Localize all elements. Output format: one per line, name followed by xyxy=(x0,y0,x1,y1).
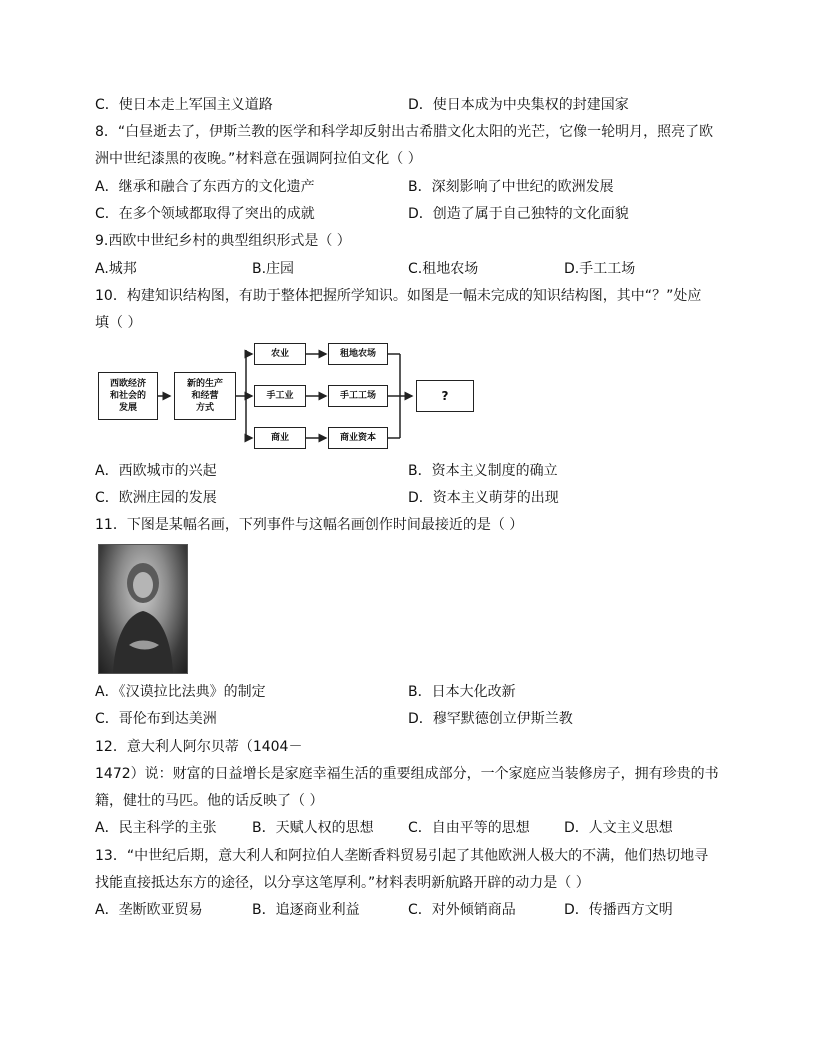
painting-figure xyxy=(99,545,187,673)
q8-stem-line2: 洲中世纪漆黑的夜晚。”材料意在强调阿拉伯文化（ ） xyxy=(95,151,422,167)
q12-option-d: D．人文主义思想 xyxy=(564,820,673,836)
q12-option-a: A．民主科学的主张 xyxy=(95,820,217,836)
q10-stem-line1: 10．构建知识结构图，有助于整体把握所学知识。如图是一幅未完成的知识结构图，其中“？”处应 xyxy=(95,288,702,304)
q11-option-b: B．日本大化改新 xyxy=(408,684,516,700)
diagram-node-root: 西欧经济 和社会的 发展 xyxy=(98,372,158,420)
q9-option-d: D.手工工场 xyxy=(564,261,636,277)
q8-option-c: C．在多个领域都取得了突出的成就 xyxy=(95,206,315,222)
q10-option-b: B．资本主义制度的确立 xyxy=(408,463,558,479)
q11-stem: 11．下图是某幅名画，下列事件与这幅名画创作时间最接近的是（ ） xyxy=(95,517,524,533)
diagram-node-handicraft: 手工业 xyxy=(254,385,306,407)
famous-painting-image xyxy=(98,544,188,674)
q11-option-c: C．哥伦布到达美洲 xyxy=(95,711,217,727)
q10-option-c: C．欧洲庄园的发展 xyxy=(95,490,217,506)
diagram-node-commercial-capital: 商业资本 xyxy=(328,427,388,449)
diagram-node-workshop: 手工工场 xyxy=(328,385,388,407)
q13-stem-line2: 找能直接抵达东方的途径，以分享这笔厚利。”材料表明新航路开辟的动力是（ ） xyxy=(95,875,590,891)
q11-option-d: D．穆罕默德创立伊斯兰教 xyxy=(408,711,573,727)
q7-option-d: D．使日本成为中央集权的封建国家 xyxy=(408,97,629,113)
q13-stem-line1: 13．“中世纪后期，意大利人和阿拉伯人垄断香料贸易引起了其他欧洲人极大的不满，他们热切地寻 xyxy=(95,848,709,864)
q12-stem-line3: 籍，健壮的马匹。他的话反映了（ ） xyxy=(95,793,324,809)
q10-option-d: D．资本主义萌芽的出现 xyxy=(408,490,559,506)
q9-option-a: A.城邦 xyxy=(95,261,137,277)
q8-option-b: B．深刻影响了中世纪的欧洲发展 xyxy=(408,179,614,195)
q8-option-a: A．继承和融合了东西方的文化遗产 xyxy=(95,179,315,195)
q10-stem-line2: 填（ ） xyxy=(95,315,142,331)
diagram-node-commerce: 商业 xyxy=(254,427,306,449)
q10-option-a: A．西欧城市的兴起 xyxy=(95,463,217,479)
knowledge-structure-diagram xyxy=(96,340,526,452)
diagram-node-agriculture: 农业 xyxy=(254,343,306,365)
diagram-node-unknown: ? xyxy=(416,380,474,412)
q12-option-c: C．自由平等的思想 xyxy=(408,820,530,836)
q13-option-c: C．对外倾销商品 xyxy=(408,902,516,918)
q7-option-c: C．使日本走上军国主义道路 xyxy=(95,97,273,113)
q12-stem-line1: 12．意大利人阿尔贝蒂（1404－ xyxy=(95,739,303,755)
q13-option-d: D．传播西方文明 xyxy=(564,902,673,918)
diagram-node-middle: 新的生产 和经营 方式 xyxy=(174,372,236,420)
q12-option-b: B．天赋人权的思想 xyxy=(252,820,374,836)
q9-stem: 9.西欧中世纪乡村的典型组织形式是（ ） xyxy=(95,233,351,249)
q12-stem-line2: 1472）说：财富的日益增长是家庭幸福生活的重要组成部分，一个家庭应当装修房子，拥有珍贵的书 xyxy=(95,766,719,782)
q11-option-a: A．《汉谟拉比法典》的制定 xyxy=(95,684,266,700)
q9-option-c: C.租地农场 xyxy=(408,261,479,277)
q13-option-a: A．垄断欧亚贸易 xyxy=(95,902,203,918)
q8-option-d: D．创造了属于自己独特的文化面貌 xyxy=(408,206,629,222)
q9-option-b: B.庄园 xyxy=(252,261,295,277)
q8-stem-line1: 8．“白昼逝去了，伊斯兰教的医学和科学却反射出古希腊文化太阳的光芒，它像一轮明月，照亮了欧 xyxy=(95,124,714,140)
diagram-node-rented-farm: 租地农场 xyxy=(328,343,388,365)
q13-option-b: B．追逐商业利益 xyxy=(252,902,360,918)
